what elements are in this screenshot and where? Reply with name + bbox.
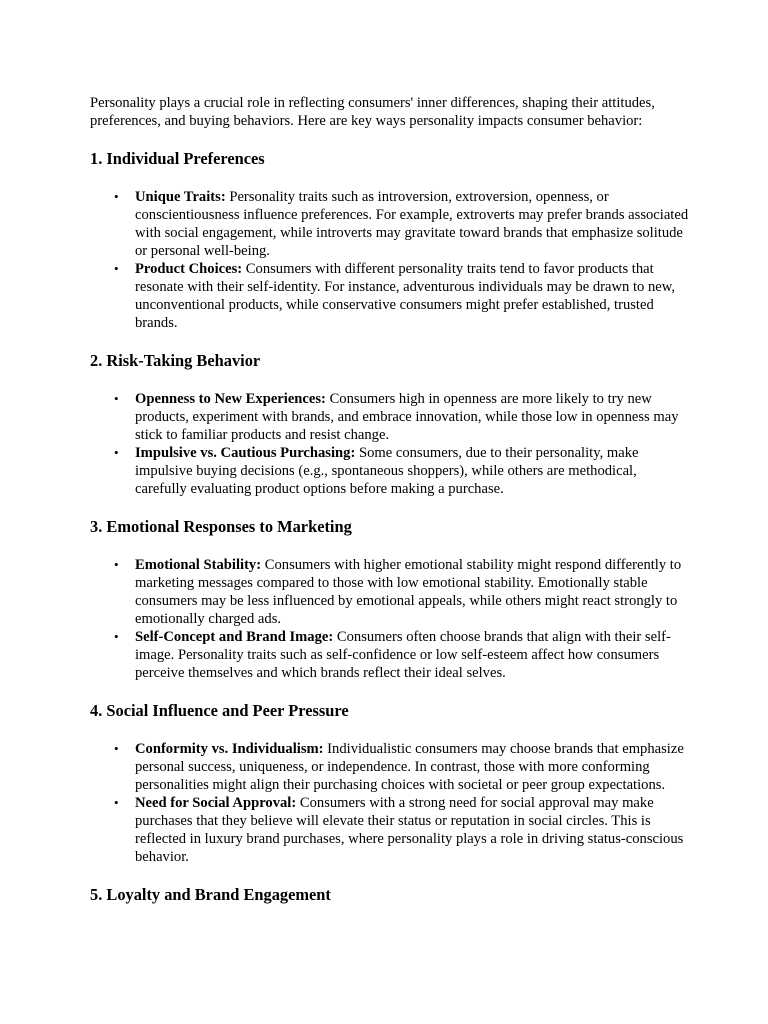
section-heading-risk-taking-behavior: 2. Risk-Taking Behavior (90, 351, 261, 370)
item-term: Need for Social Approval: (135, 795, 297, 811)
bullet-list (90, 740, 690, 866)
bullet-list (90, 390, 690, 498)
item-term: Openness to New Experiences: (135, 391, 326, 407)
item-text: Individualistic consumers may choose brands that emphasize personal success, uniqueness, or independence. In contrast, those with more conforming personalities might align their purchasing choices with societal or peer group expectations. (135, 741, 684, 793)
bullet-icon: • (114, 445, 119, 460)
item-text: Consumers often choose brands that align with their self-image. Personality traits such as self-confidence or low self-esteem affect how consumers perceive themselves and which brands reflect their ideal selves. (135, 629, 671, 681)
list-item (90, 260, 690, 332)
section-heading-social-influence: 4. Social Influence and Peer Pressure (90, 701, 349, 720)
bullet-icon: • (114, 629, 119, 644)
bullet-icon: • (114, 261, 119, 276)
bullet-icon: • (114, 557, 119, 572)
list-item (90, 556, 690, 628)
item-term: Emotional Stability: (135, 557, 262, 573)
bullet-icon: • (114, 741, 119, 756)
list-item (90, 628, 690, 682)
section-heading-loyalty-brand-engagement: 5. Loyalty and Brand Engagement (90, 885, 331, 904)
list-item (90, 740, 690, 794)
item-text: Consumers with a strong need for social approval may make purchases that they believe will elevate their status or reputation in social circles. This is reflected in luxury brand purchases, where personality plays a role in driving status-conscious behavior. (135, 795, 684, 865)
item-text: Consumers with different personality traits tend to favor products that resonate with their self-identity. For instance, adventurous individuals may be drawn to new, unconventional products, while conservative consumers might prefer established, trusted brands. (135, 261, 675, 331)
list-item (90, 444, 690, 498)
bullet-list (90, 556, 690, 682)
section-heading-individual-preferences: 1. Individual Preferences (90, 149, 265, 168)
section-heading-emotional-responses: 3. Emotional Responses to Marketing (90, 517, 352, 536)
bullet-icon: • (114, 391, 119, 406)
item-term: Self-Concept and Brand Image: (135, 629, 334, 645)
list-item (90, 188, 690, 260)
bullet-icon: • (114, 795, 119, 810)
bullet-icon: • (114, 189, 119, 204)
item-term: Unique Traits: (135, 189, 226, 205)
list-item (90, 794, 690, 866)
item-term: Conformity vs. Individualism: (135, 741, 324, 757)
intro-paragraph: Personality plays a crucial role in reflecting consumers' inner differences, shaping their attitudes, preferences, and buying behaviors. Here are key ways personality impacts consumer behavior: (90, 95, 655, 129)
item-text: Consumers with higher emotional stability might respond differently to marketing messages compared to those with low emotional stability. Emotionally stable consumers may be less influenced by emotional appeals, while others might react strongly to emotionally charged ads. (135, 557, 682, 627)
item-text: Some consumers, due to their personality, make impulsive buying decisions (e.g., spontaneous shoppers), while others are methodical, carefully evaluating product options before making a purchase. (135, 445, 639, 497)
item-term: Impulsive vs. Cautious Purchasing: (135, 445, 356, 461)
list-item (90, 390, 690, 444)
bullet-list (90, 188, 690, 332)
document-body (90, 94, 690, 905)
item-text: Consumers high in openness are more likely to try new products, experiment with brands, and embrace innovation, while those low in openness may stick to familiar products and resist change. (135, 391, 679, 443)
item-text: Personality traits such as introversion, extroversion, openness, or conscientiousness influence preferences. For example, extroverts may prefer brands associated with social engagement, while introverts may gravitate toward brands that emphasize solitude or personal well-being. (135, 189, 689, 259)
item-term: Product Choices: (135, 261, 243, 277)
